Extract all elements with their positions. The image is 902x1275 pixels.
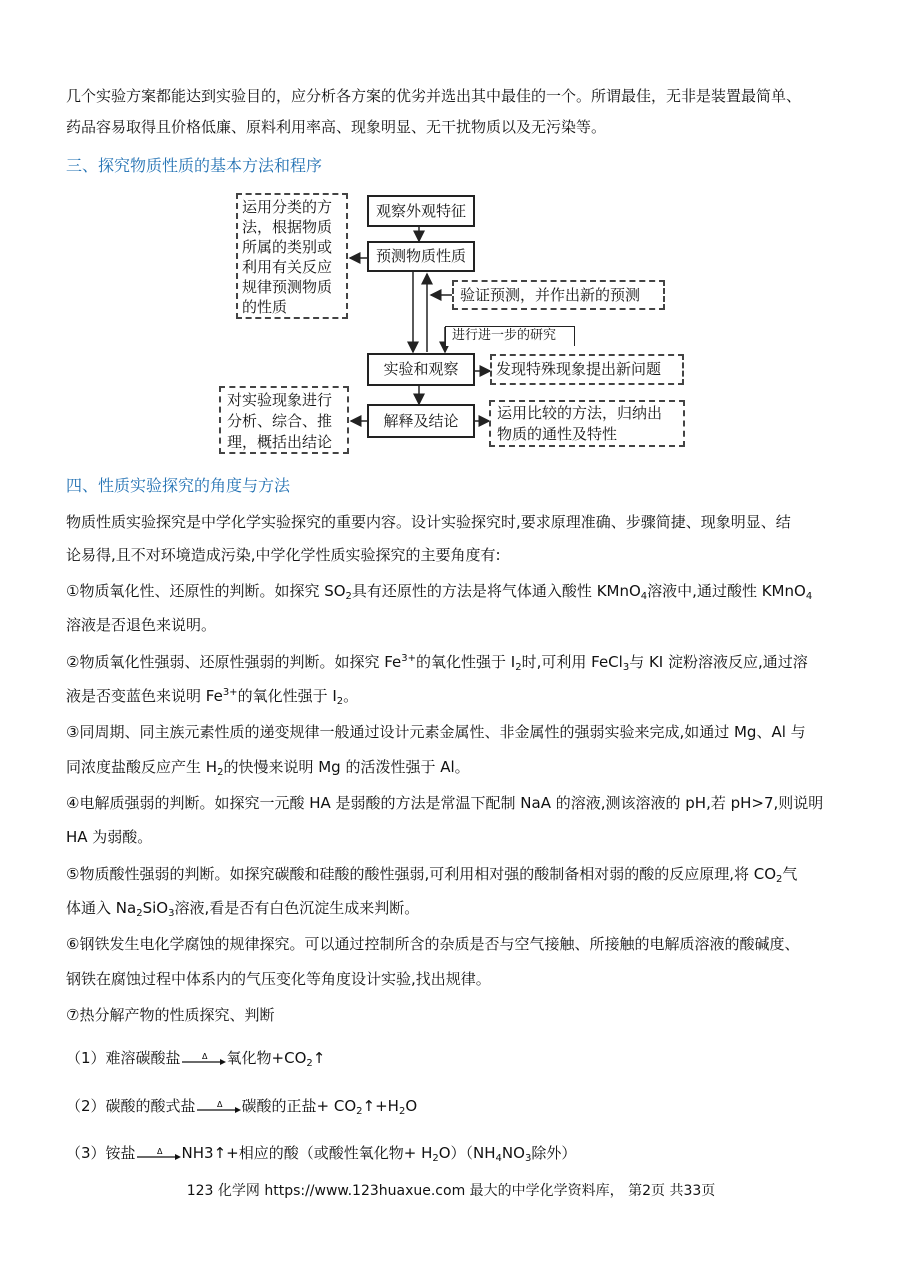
experiment-box: 实验和观察 (367, 353, 475, 386)
item-4-line-2: HA 为弱酸。 (66, 828, 153, 846)
right-bottom-line: 运用比较的方法，归纳出 (497, 404, 663, 422)
predict-box: 预测物质性质 (367, 241, 475, 272)
further-research-label: 进行进一步的研究 (445, 326, 575, 346)
verify-box: 验证预测，并作出新的预测 (452, 280, 665, 310)
left-bottom-line: 分析、综合、推 (227, 412, 333, 430)
heat-arrow-icon (137, 1147, 181, 1161)
right-bottom-box (489, 400, 685, 447)
heat-arrow-icon (182, 1052, 226, 1066)
intro-line-2: 药品容易取得且价格低廉、原料利用率高、现象明显、无干扰物质以及无污染等。 (66, 118, 607, 136)
page-footer: 123 化学网 https://www.123huaxue.com 最大的中学化学资料库， 第2页 共33页 (186, 1183, 716, 1199)
left-top-line: 规律预测物质 (242, 278, 333, 296)
reaction-1: （1）难溶碳酸盐 Δ 氧化物$+CO_2↑$ (66, 1049, 326, 1069)
flowchart-arrows (0, 0, 902, 470)
item-6-line-2: 钢铁在腐蚀过程中体系内的气压变化等角度设计实验,找出规律。 (66, 970, 491, 988)
reaction-3: （3）铵盐 Δ NH3↑+相应的酸（或酸性氧化物+ $H_2O)(NH_4NO_3$除外） (66, 1144, 577, 1164)
observe-box: 观察外观特征 (367, 195, 475, 227)
left-bottom-box (219, 386, 349, 454)
left-top-line: 法，根据物质 (242, 218, 333, 236)
right-bottom-line: 物质的通性及特性 (497, 425, 618, 443)
item-6-line-1: ⑥钢铁发生电化学腐蚀的规律探究。可以通过控制所含的杂质是否与空气接触、所接触的电解质溶液的酸碱度、 (66, 935, 800, 953)
heat-symbol: Δ (156, 1147, 163, 1156)
left-top-line: 运用分类的方 (242, 198, 333, 216)
item-2-line-1: ②物质氧化性强弱、还原性强弱的判断。如探究 $Fe^{3+}$的氧化性强于 $I_2$时,可利用 FeCl$_3$与 KI 淀粉溶液反应,通过溶 (66, 653, 808, 673)
para-1-line-1: 物质性质实验探究是中学化学实验探究的重要内容。设计实验探究时,要求原理准确、步骤简捷、现象明显、结 (66, 513, 791, 531)
item-7-title: ⑦热分解产物的性质探究、判断 (66, 1006, 275, 1024)
para-1-line-2: 论易得,且不对环境造成污染,中学化学性质实验探究的主要角度有: (66, 546, 501, 564)
intro-line-1: 几个实验方案都能达到实验目的，应分析各方案的优劣并选出其中最佳的一个。所谓最佳，无非是装置最简单、 (66, 87, 802, 105)
discover-box: 发现特殊现象提出新问题 (490, 354, 684, 385)
item-5-line-1: ⑤物质酸性强弱的判断。如探究碳酸和硅酸的酸性强弱,可利用相对强的酸制备相对弱的酸的反应原理,将 $CO_2$气 (66, 865, 798, 885)
reaction-2: （2）碳酸的酸式盐 Δ 碳酸的正盐+ $CO_2↑+H_2O$ (66, 1097, 418, 1117)
explain-box: 解释及结论 (367, 404, 475, 438)
item-3-line-1: ③同周期、同主族元素性质的递变规律一般通过设计元素金属性、非金属性的强弱实验来完成,如通过 Mg、Al 与 (66, 723, 806, 741)
heat-arrow-icon (197, 1100, 241, 1114)
item-4-line-1: ④电解质强弱的判断。如探究一元酸 HA 是弱酸的方法是常温下配制 NaA 的溶液,测该溶液的 pH,若 pH>7,则说明 (66, 794, 824, 812)
left-bottom-line: 对实验现象进行 (227, 391, 333, 409)
heat-symbol: Δ (216, 1100, 223, 1109)
item-1-line-1: ①物质氧化性、还原性的判断。如探究 $SO_2$具有还原性的方法是将气体通入酸性 KMnO$_4$溶液中,通过酸性 KMnO$_4$ (66, 582, 813, 602)
item-3-line-2: 同浓度盐酸反应产生 $H_2$的快慢来说明 Mg 的活泼性强于 Al。 (66, 758, 470, 778)
item-2-line-2: 液是否变蓝色来说明 $Fe^{3+}$的氧化性强于 $I_2$。 (66, 687, 359, 707)
section-3-heading: 三、探究物质性质的基本方法和程序 (66, 156, 323, 175)
item-5-line-2: 体通入 $Na_2SiO_3$溶液,看是否有白色沉淀生成来判断。 (66, 899, 420, 919)
left-top-line: 的性质 (242, 298, 288, 316)
left-top-line: 所属的类别或 (242, 238, 333, 256)
left-bottom-line: 理，概括出结论 (227, 433, 333, 451)
section-4-heading: 四、性质实验探究的角度与方法 (66, 476, 291, 495)
left-top-box (236, 193, 348, 319)
item-1-line-2: 溶液是否退色来说明。 (66, 616, 217, 634)
heat-symbol: Δ (201, 1052, 208, 1061)
left-top-line: 利用有关反应 (242, 258, 333, 276)
